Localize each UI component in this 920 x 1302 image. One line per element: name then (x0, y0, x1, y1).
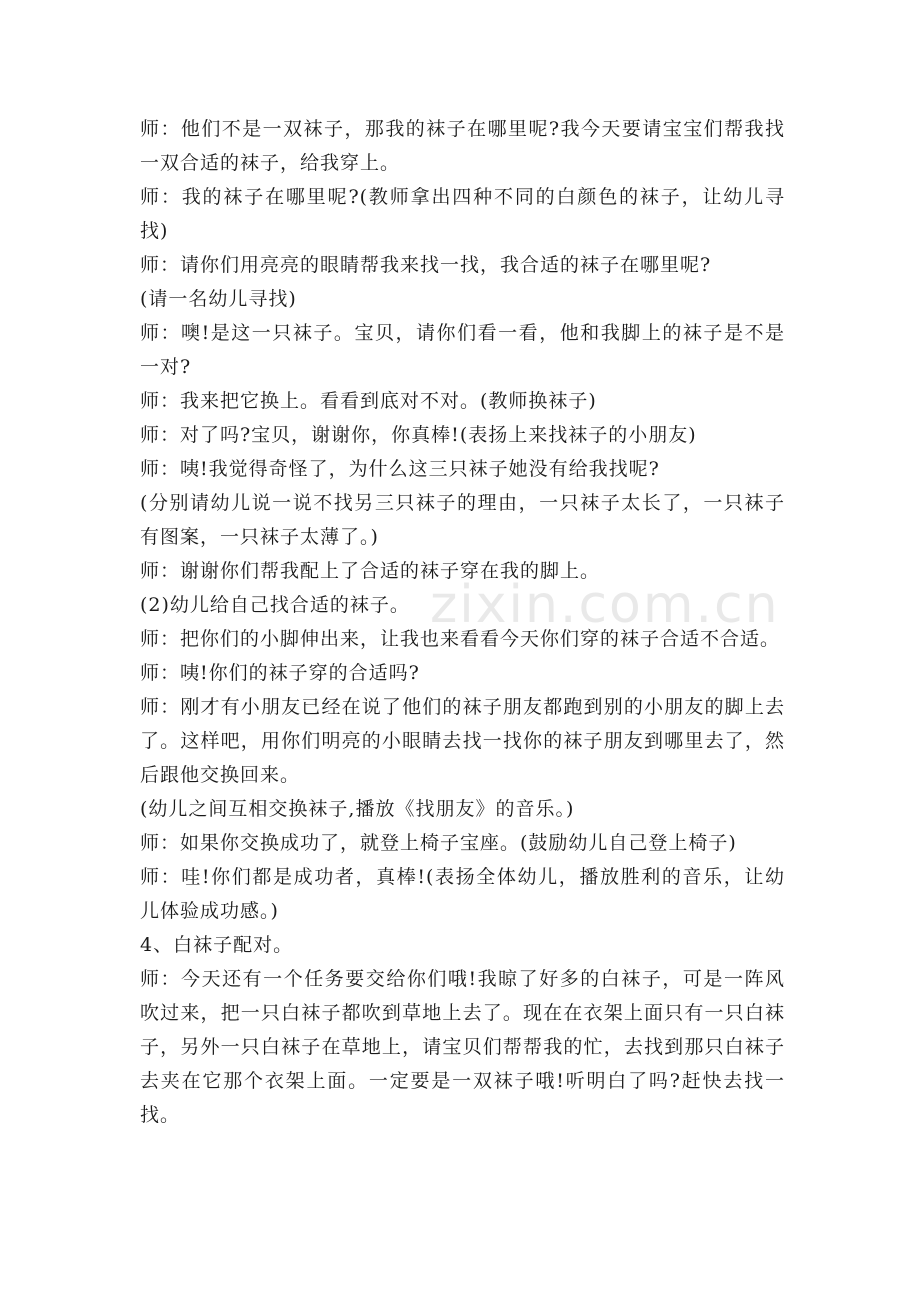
paragraph-11: (2)幼儿给自己找合适的袜子。 (140, 594, 410, 616)
paragraph-17: 师：哇!你们都是成功者，真棒!(表扬全体幼儿，播放胜利的音乐，让幼儿体验成功感。) (140, 866, 785, 922)
paragraph-7: 师：对了吗?宝贝，谢谢你，你真棒!(表扬上来找袜子的小朋友) (140, 424, 697, 446)
paragraph-5: 师：噢!是这一只袜子。宝贝，请你们看一看，他和我脚上的袜子是不是一对? (140, 322, 785, 378)
paragraph-2: 师：我的袜子在哪里呢?(教师拿出四种不同的白颜色的袜子，让幼儿寻找) (140, 186, 785, 242)
paragraph-16: 师：如果你交换成功了，就登上椅子宝座。(鼓励幼儿自己登上椅子) (140, 832, 737, 854)
paragraph-12: 师：把你们的小脚伸出来，让我也来看看今天你们穿的袜子合适不合适。 (140, 628, 781, 650)
paragraph-13: 师：咦!你们的袜子穿的合适吗? (140, 662, 420, 684)
paragraph-6: 师：我来把它换上。看看到底对不对。(教师换袜子) (140, 390, 597, 412)
paragraph-14: 师：刚才有小朋友已经在说了他们的袜子朋友都跑到别的小朋友的脚上去了。这样吧，用你们明亮的小眼睛去找一找你的袜子朋友到哪里去了，然后跟他交换回来。 (140, 696, 785, 786)
section-heading: 4、白袜子配对。 (140, 934, 294, 956)
paragraph-4: (请一名幼儿寻找) (140, 288, 297, 310)
paragraph-10: 师：谢谢你们帮我配上了合适的袜子穿在我的脚上。 (140, 560, 601, 582)
watermark: zixin.com.cn (430, 575, 780, 635)
paragraph-1: 师：他们不是一双袜子，那我的袜子在哪里呢?我今天要请宝宝们帮我找一双合适的袜子，给我穿上。 (140, 118, 785, 174)
paragraph-15: (幼儿之间互相交换袜子,播放《找朋友》的音乐。) (140, 798, 575, 820)
paragraph-19: 师：今天还有一个任务要交给你们哦!我晾了好多的白袜子，可是一阵风吹过来，把一只白袜子都吹到草地上去了。现在在衣架上面只有一只白袜子，另外一只白袜子在草地上，请宝贝们帮帮我的忙，去找到那只白袜子去夹在它那个衣架上面。一定要是一双袜子哦!听明白了吗?赶快去找一找。 (140, 968, 785, 1126)
paragraph-9: (分别请幼儿说一说不找另三只袜子的理由，一只袜子太长了，一只袜子有图案，一只袜子太薄了。) (140, 492, 785, 548)
paragraph-8: 师：咦!我觉得奇怪了，为什么这三只袜子她没有给我找呢? (140, 458, 660, 480)
document-body (140, 112, 785, 1132)
paragraph-3: 师：请你们用亮亮的眼睛帮我来找一找，我合适的袜子在哪里呢? (140, 254, 712, 276)
